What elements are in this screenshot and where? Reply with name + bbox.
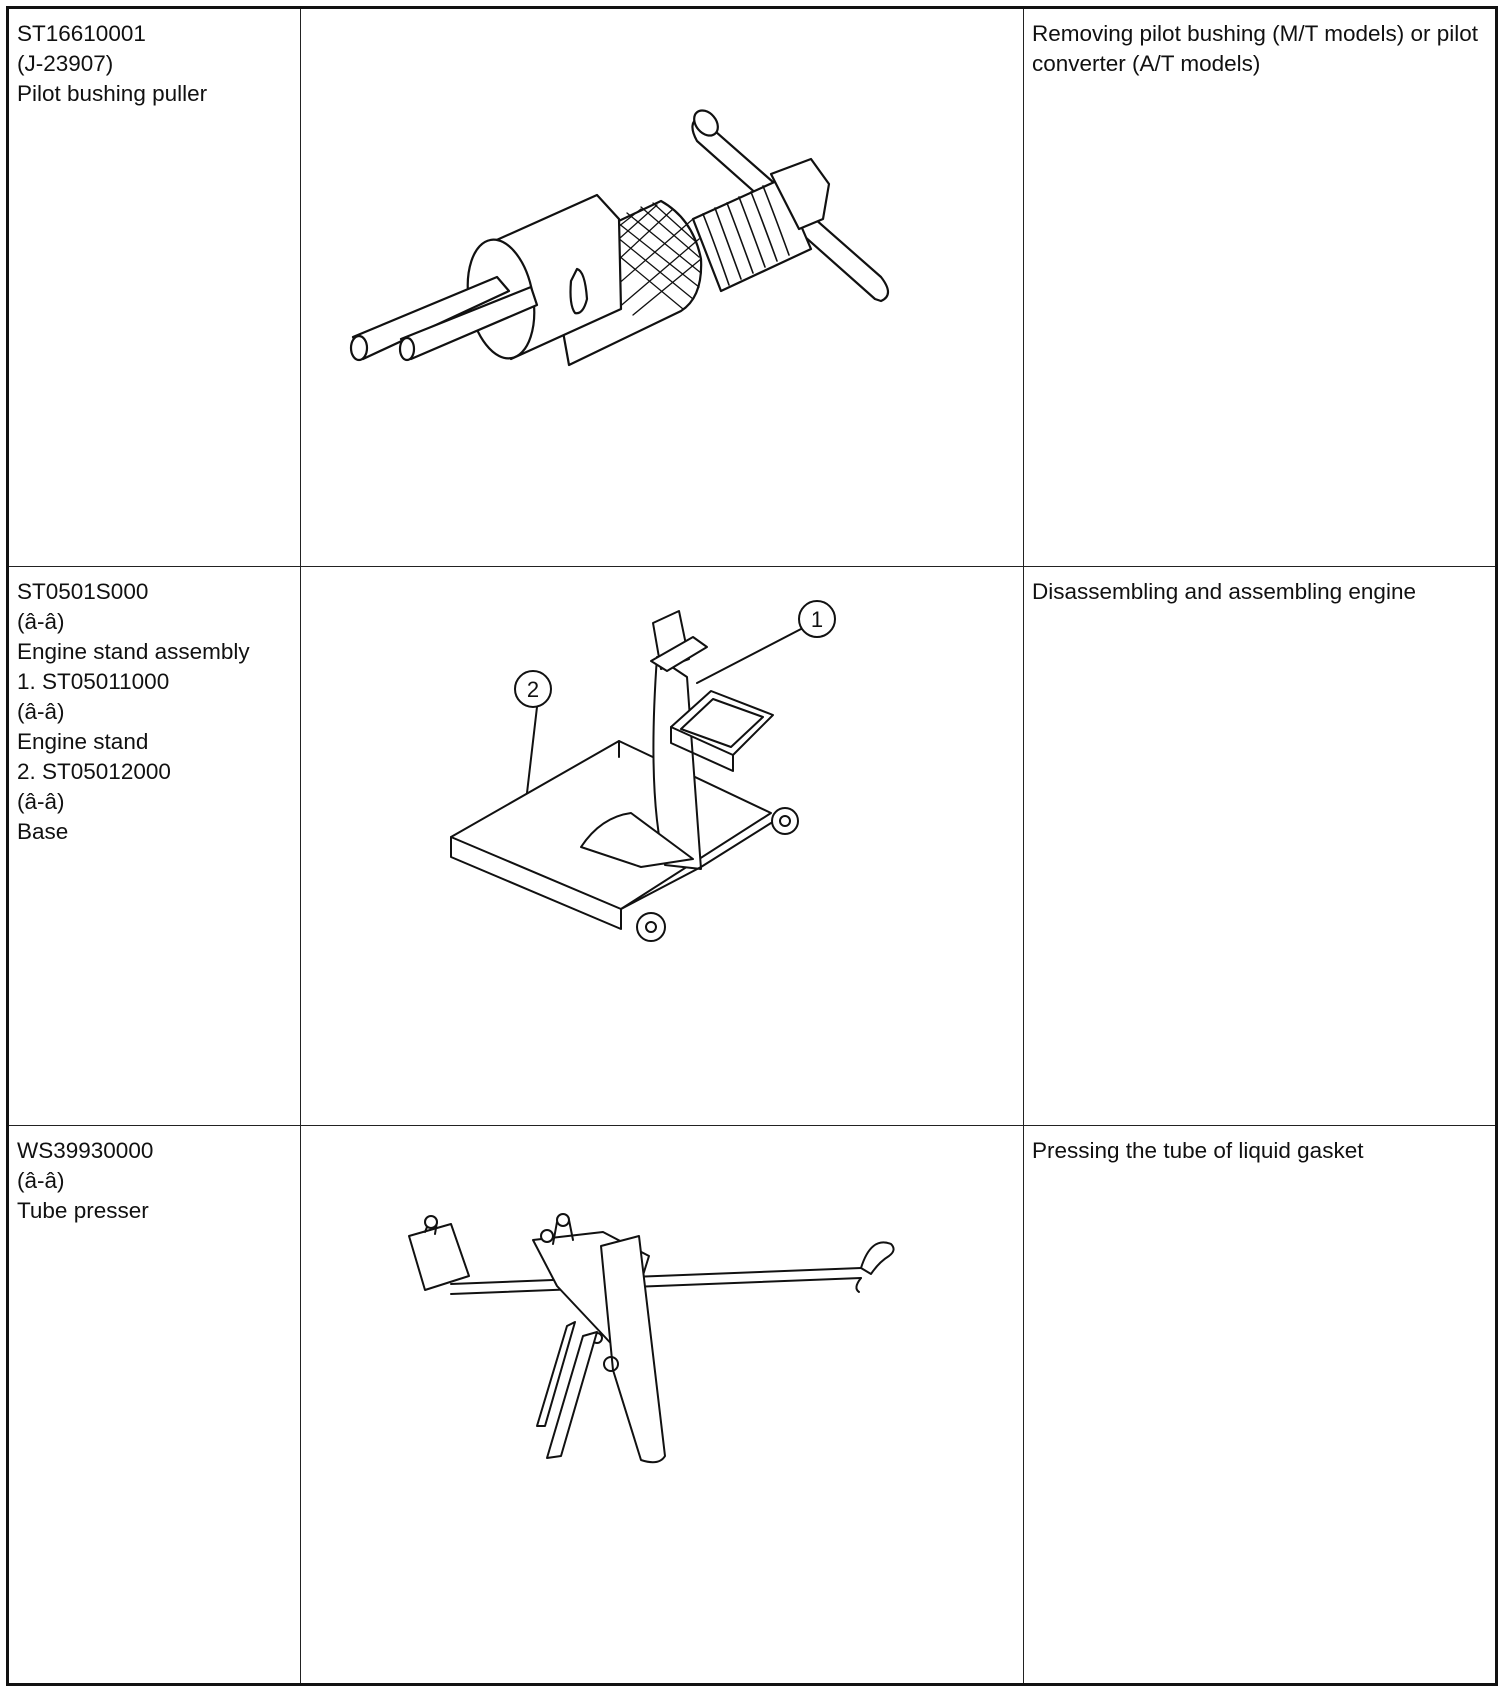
tool-figure-cell bbox=[301, 567, 1024, 1126]
special-tools-table bbox=[6, 6, 1498, 1686]
tool-description-cell bbox=[1024, 567, 1497, 1126]
tool-name-text: ST16610001 (J-23907) Pilot bushing puller bbox=[17, 21, 208, 106]
callout-1: 1 bbox=[810, 607, 824, 632]
tube-presser-icon bbox=[301, 1126, 1023, 1683]
tool-description-text: Pressing the tube of liquid gasket bbox=[1032, 1138, 1364, 1163]
table-row bbox=[8, 567, 1497, 1126]
tool-description-text: Disassembling and assembling engine bbox=[1032, 579, 1416, 604]
tool-figure-cell bbox=[301, 1126, 1024, 1685]
tool-name-cell bbox=[8, 8, 301, 567]
callout-2: 2 bbox=[526, 677, 540, 702]
tool-figure-cell bbox=[301, 8, 1024, 567]
tool-name-text: ST0501S000 (â-â) Engine stand assembly 1. ST05011000 (â-â) Engine stand 2. ST05012000 (â-â) Base bbox=[17, 579, 250, 844]
tool-name-cell bbox=[8, 1126, 301, 1685]
tool-description-cell bbox=[1024, 1126, 1497, 1685]
tool-name-text: WS39930000 (â-â) Tube presser bbox=[17, 1138, 154, 1223]
tool-description-cell bbox=[1024, 8, 1497, 567]
tool-name-cell bbox=[8, 567, 301, 1126]
engine-stand-icon bbox=[301, 567, 1023, 1125]
table-row bbox=[8, 1126, 1497, 1685]
table-row bbox=[8, 8, 1497, 567]
pilot-bushing-puller-icon bbox=[301, 9, 1023, 566]
tool-description-text: Removing pilot bushing (M/T models) or pilot converter (A/T models) bbox=[1032, 21, 1479, 76]
